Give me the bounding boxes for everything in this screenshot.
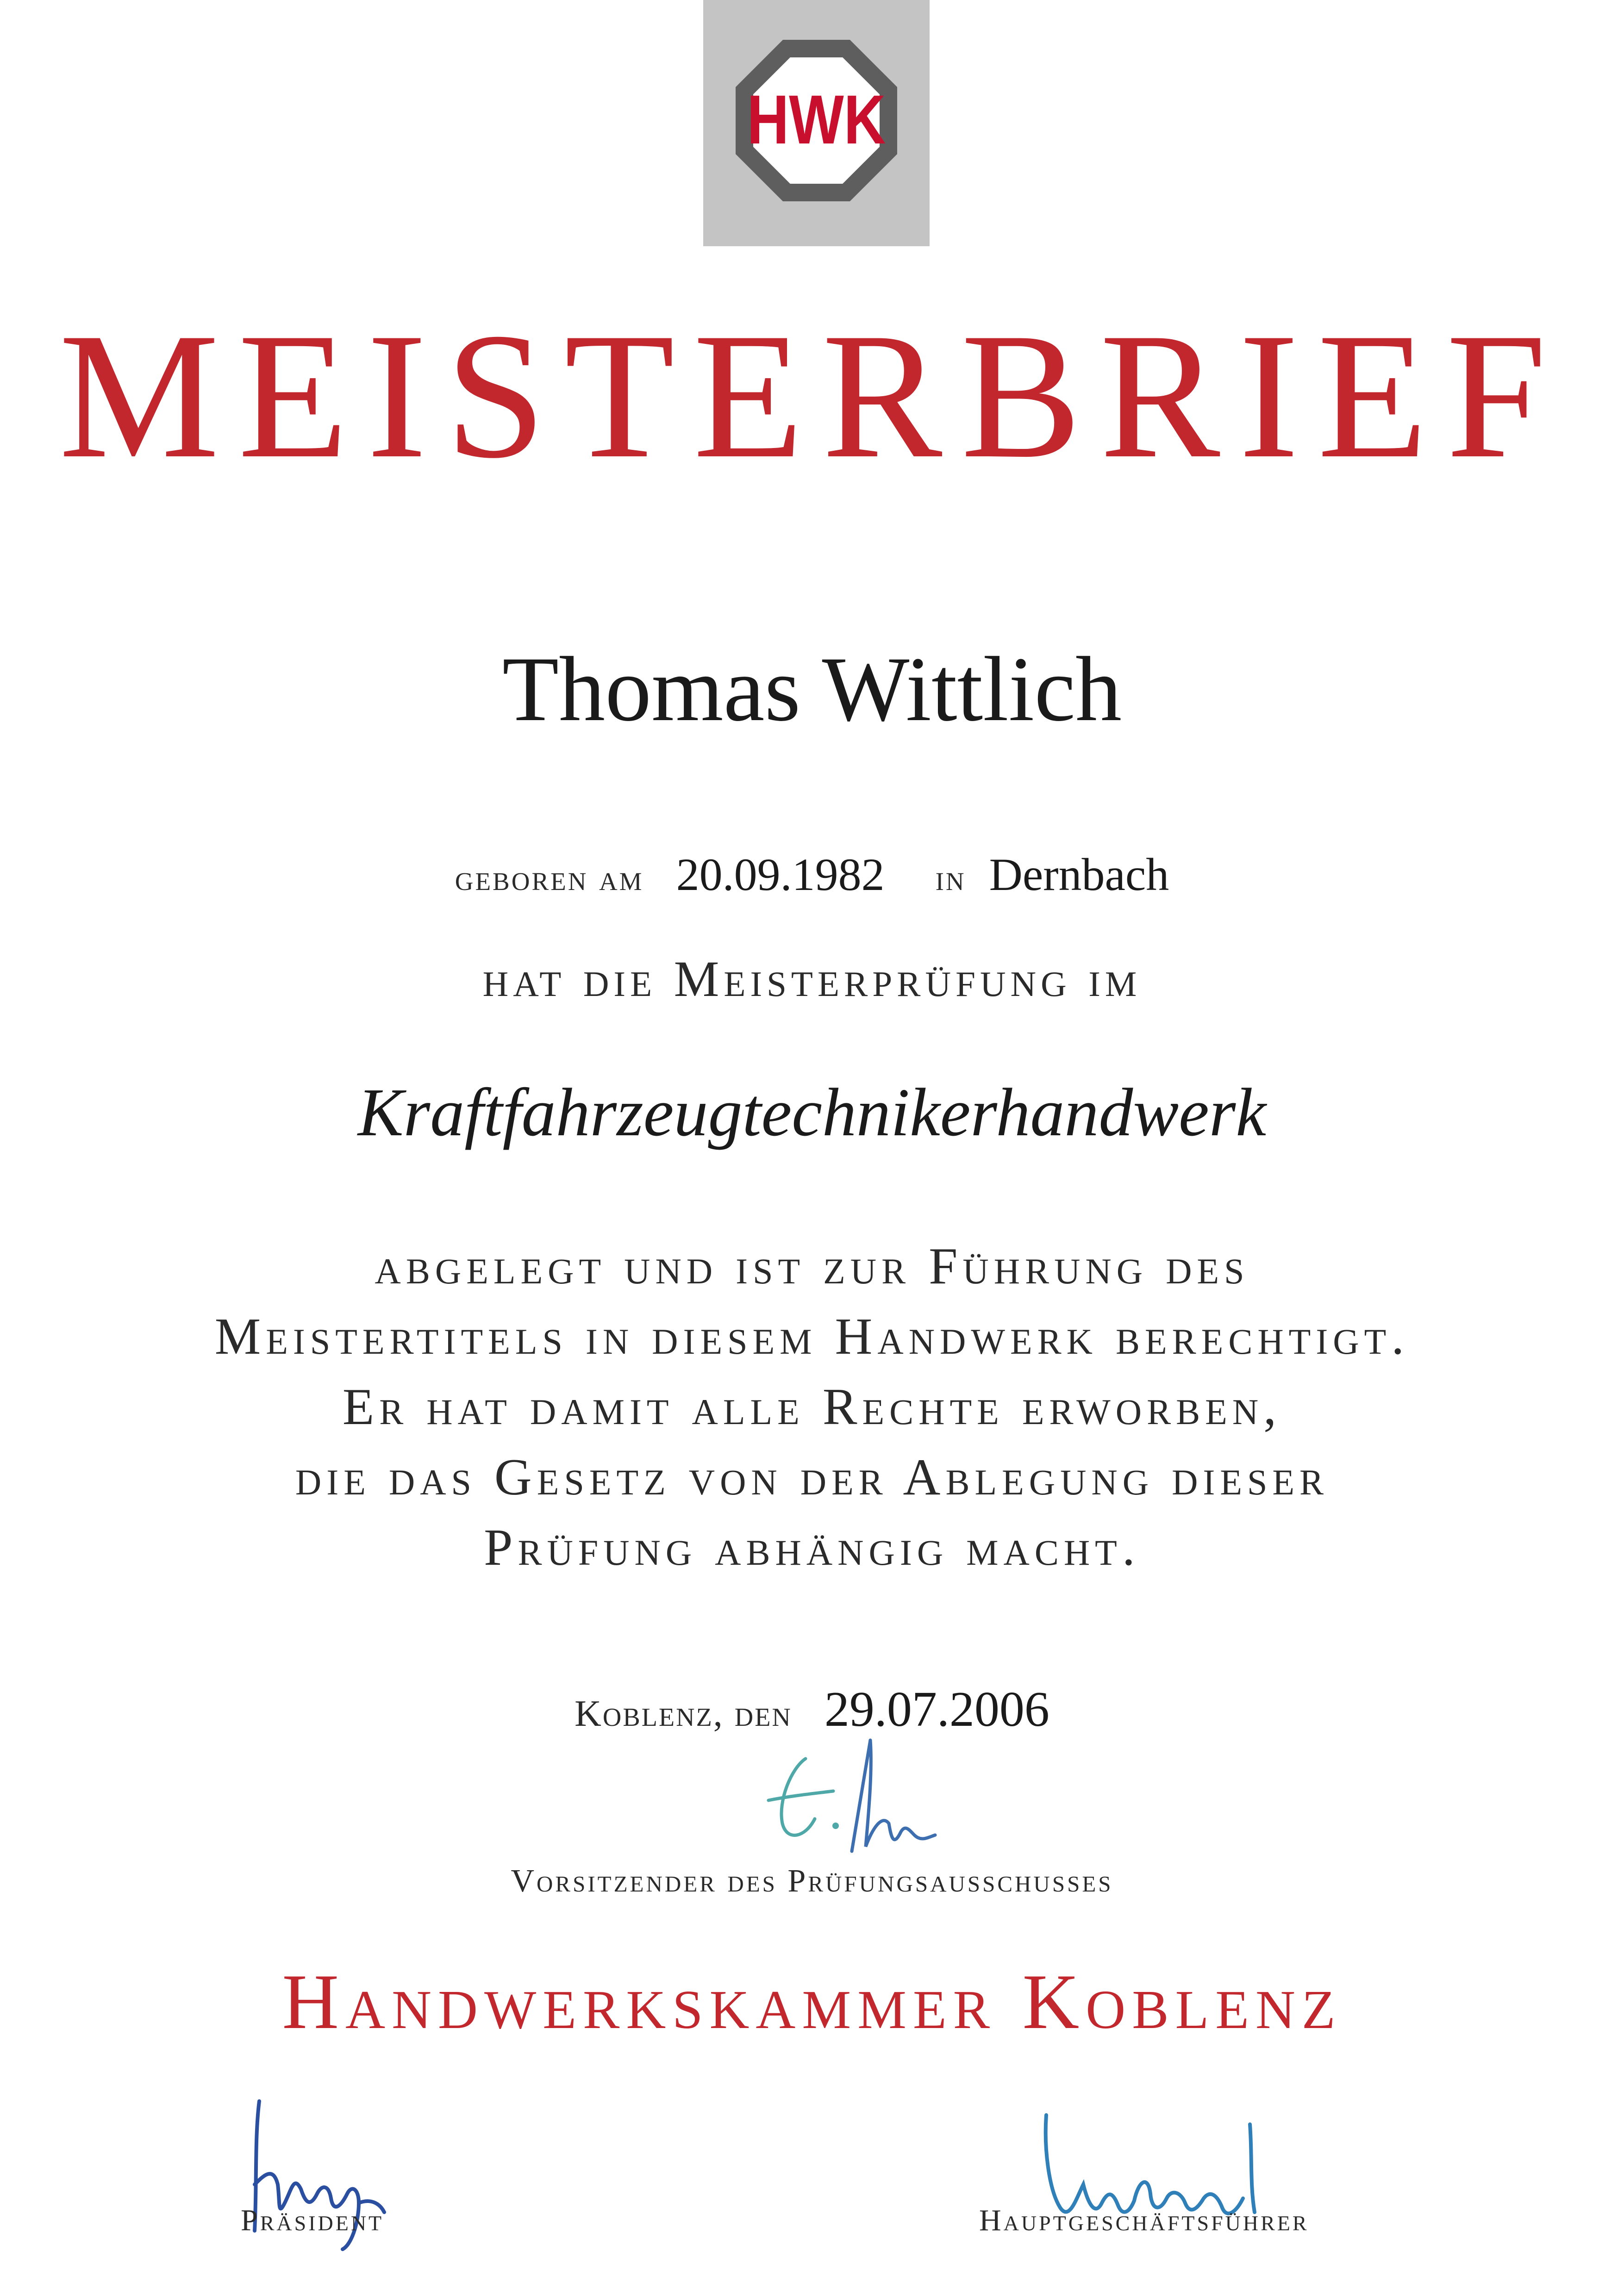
place-date-line [0,1682,1624,1737]
issue-date: 29.07.2006 [824,1682,1049,1737]
recipient-name: Thomas Wittlich [502,638,1122,740]
hwk-octagon-icon [703,0,930,246]
certificate-title: MEISTERBRIEF [59,296,1565,496]
chamber-name: Handwerkskammer Koblenz [282,1958,1342,2045]
president-label: Präsident [241,2203,384,2237]
body-line: Meistertitels in diesem Handwerk berechtigt. [214,1308,1410,1365]
body-line: Prüfung abhängig macht. [484,1519,1140,1576]
managing-director-label: Hauptgeschäftsführer [979,2203,1309,2237]
certificate-body [0,1231,1624,1583]
birth-place: Dernbach [989,849,1169,900]
body-line: die das Gesetz von der Ablegung dieser [295,1449,1329,1506]
birth-date: 20.09.1982 [676,849,885,900]
birth-line [0,849,1624,900]
hwk-logo [703,0,930,246]
born-label: geboren am [455,858,644,898]
chair-signature [750,1731,944,1865]
svg-text:HWK: HWK [747,81,886,158]
chair-label: Vorsitzender des Prüfungsausschusses [511,1863,1113,1899]
body-line: Er hat damit alle Rechte erworben, [342,1378,1282,1436]
body-line: abgelegt und ist zur Führung des [375,1238,1249,1295]
trade-name: Kraftfahrzeugtechnikerhandwerk [357,1075,1267,1151]
exam-line: hat die Meisterprüfung im [482,951,1142,1007]
place-date-label: Koblenz, den [575,1693,792,1734]
in-label: in [935,858,966,898]
